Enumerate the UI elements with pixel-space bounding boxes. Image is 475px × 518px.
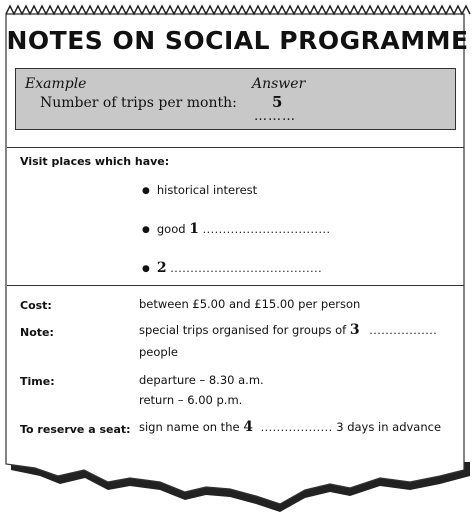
bullet-icon: ●: [142, 186, 150, 196]
bullet-icon: ●: [142, 225, 150, 235]
list-item: [142, 183, 257, 197]
example-box: [15, 68, 456, 130]
divider: [7, 285, 464, 286]
list-item: [142, 221, 330, 237]
answer-label: Answer: [252, 76, 306, 92]
answer-value: 5: [272, 93, 283, 111]
time-label: Time:: [20, 375, 55, 388]
answer-blank[interactable]: ..................: [260, 421, 333, 434]
reserve-text: [139, 419, 441, 435]
divider: [7, 147, 464, 148]
item-text: good: [156, 222, 186, 236]
departure-time: departure – 8.30 a.m.: [139, 373, 264, 387]
note-text-before: special trips organised for groups of: [139, 323, 347, 337]
note-label: Note:: [20, 326, 54, 339]
question-number: 2: [156, 260, 167, 276]
note-text: [139, 322, 437, 338]
item-text: historical interest: [156, 183, 258, 197]
note-text-after: people: [139, 345, 178, 359]
question-number: 3: [349, 322, 360, 338]
cost-text: between £5.00 and £15.00 per person: [139, 297, 361, 311]
question-number: 4: [243, 419, 253, 435]
return-time: return – 6.00 p.m.: [139, 393, 243, 407]
question-number: 1: [189, 221, 199, 237]
reserve-label: To reserve a seat:: [20, 423, 131, 436]
visit-heading: Visit places which have:: [20, 155, 170, 168]
answer-blank[interactable]: .................: [369, 324, 438, 337]
example-question: Number of trips per month:: [40, 95, 237, 111]
cost-label: Cost:: [20, 299, 52, 312]
answer-dots: ………: [254, 109, 296, 124]
page-title: NOTES ON SOCIAL PROGRAMME: [6, 26, 469, 55]
bullet-icon: ●: [142, 264, 150, 274]
answer-blank[interactable]: ................................: [202, 223, 331, 236]
list-item: [142, 260, 322, 276]
reserve-text-before: sign name on the: [139, 420, 240, 434]
example-label: Example: [25, 76, 87, 92]
reserve-text-after: 3 days in advance: [336, 420, 442, 434]
answer-blank[interactable]: ......................................: [170, 262, 323, 275]
